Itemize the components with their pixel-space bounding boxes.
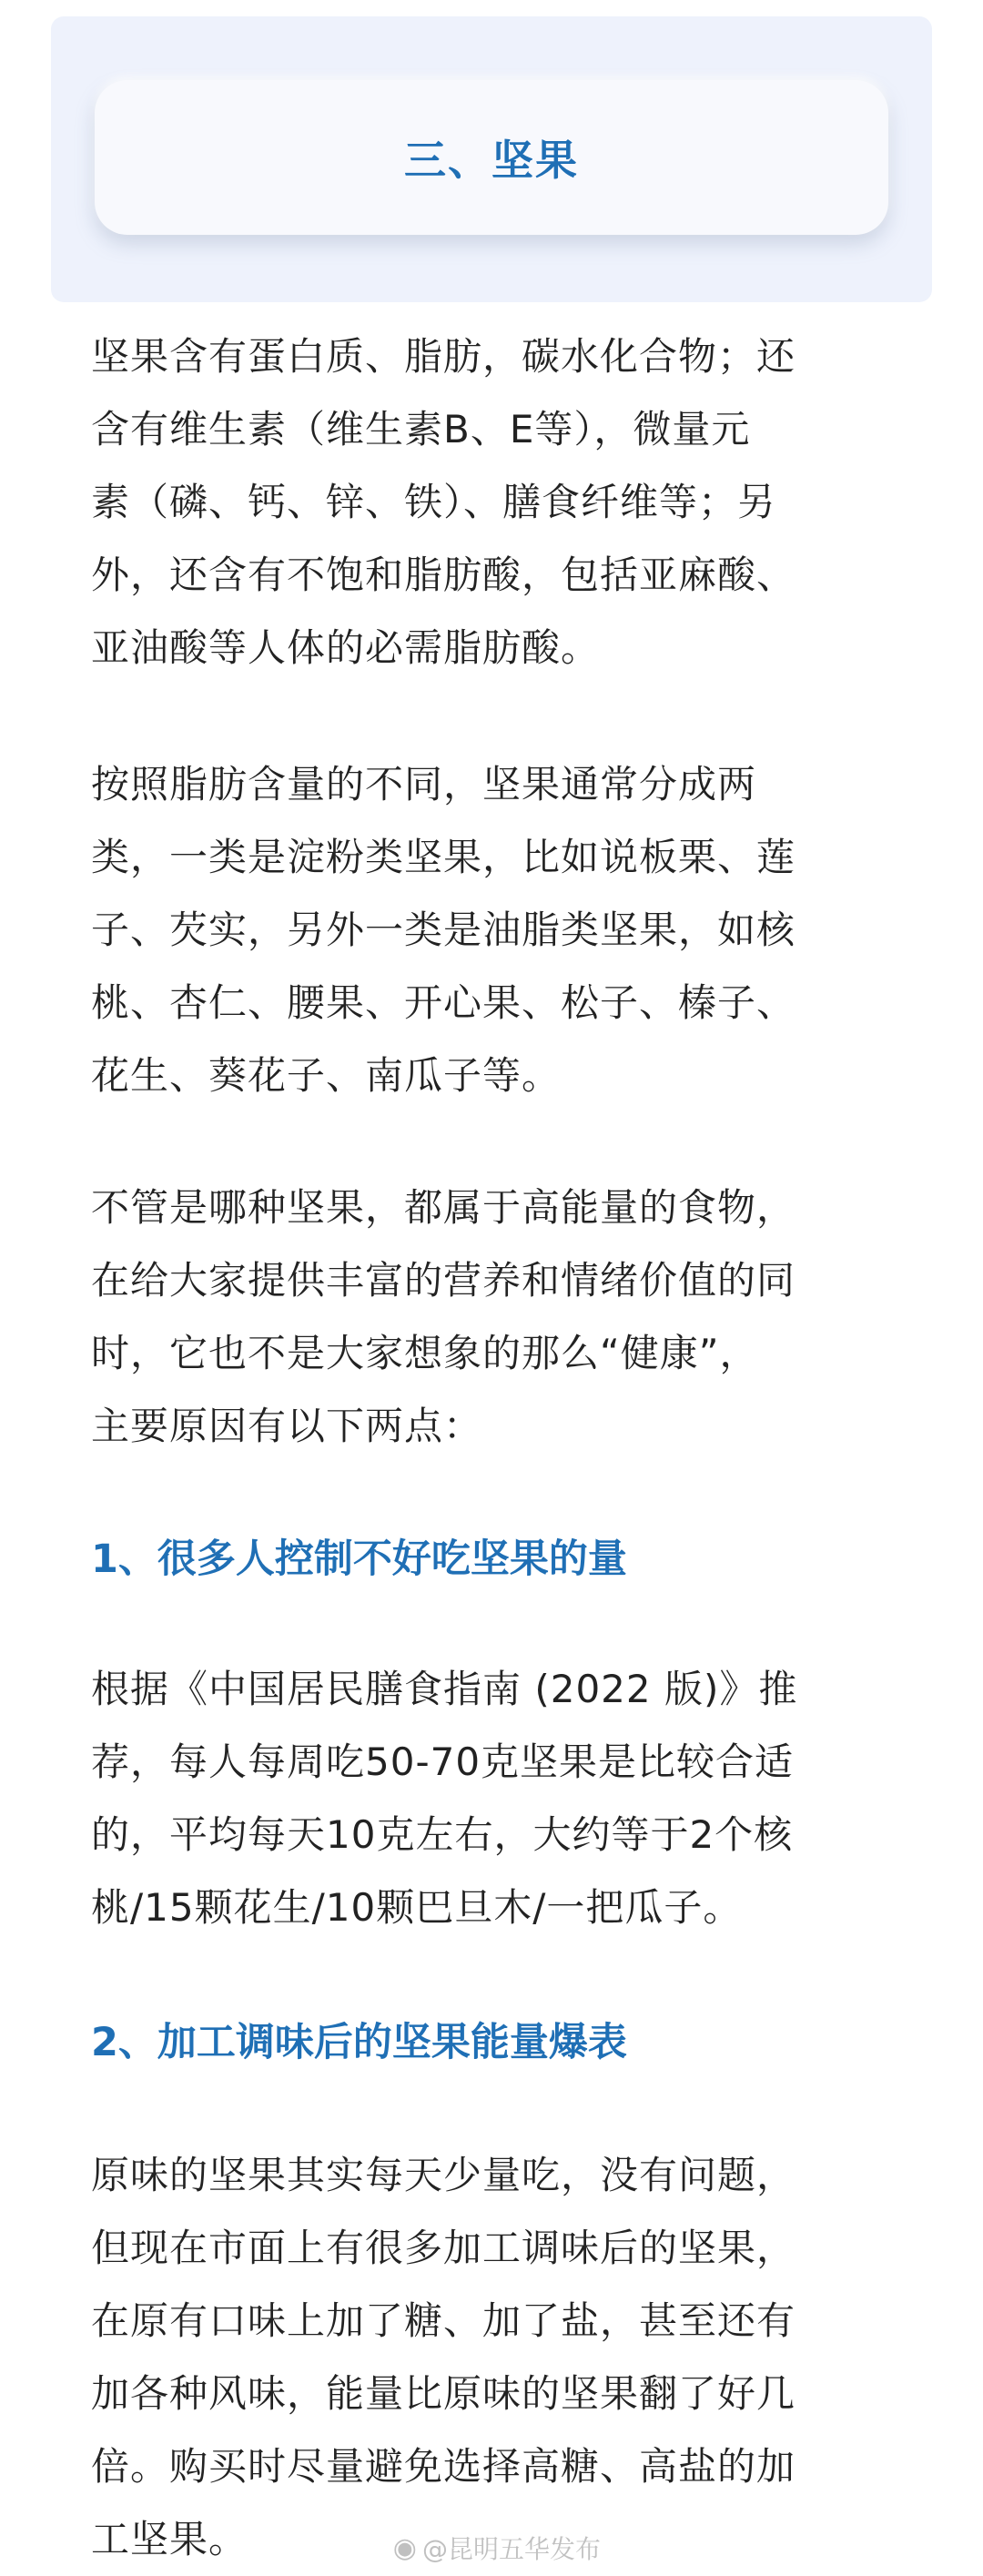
paragraph-line: 花生、葵花子、南瓜子等。 [91, 1053, 562, 1098]
paragraph-line: 按照脂肪含量的不同，坚果通常分成两 [91, 762, 757, 806]
paragraph-high-energy [91, 1171, 901, 1463]
paragraph-line: 加各种风味，能量比原味的坚果翻了好几 [91, 2371, 796, 2416]
paragraph-line: 含有维生素（维生素B、E等），微量元 [91, 407, 751, 451]
paragraph-line: 不管是哪种坚果，都属于高能量的食物， [91, 1185, 796, 1230]
watermark-text: @昆明五华发布 [421, 2534, 601, 2564]
weibo-icon: ◉ [392, 2531, 417, 2564]
paragraph-processed [91, 2139, 901, 2576]
subheading-processed-nuts: 2、加工调味后的坚果能量爆表 [91, 2020, 627, 2065]
paragraph-line: 主要原因有以下两点： [91, 1404, 483, 1448]
paragraph-nut-types [91, 748, 901, 1112]
paragraph-line: 荐，每人每周吃50-70克坚果是比较合适 [91, 1739, 795, 1784]
paragraph-line: 原味的坚果其实每天少量吃，没有问题， [91, 2153, 796, 2197]
paragraph-line: 坚果含有蛋白质、脂肪，碳水化合物；还 [91, 334, 796, 379]
paragraph-line: 的，平均每天10克左右，大约等于2个核 [91, 1812, 794, 1857]
paragraph-line: 亚油酸等人体的必需脂肪酸。 [91, 625, 601, 670]
paragraph-nutrients [91, 320, 901, 685]
paragraph-line: 外，还含有不饱和脂肪酸，包括亚麻酸、 [91, 553, 796, 597]
paragraph-line: 根据《中国居民膳食指南 (2022 版)》推 [91, 1667, 798, 1711]
paragraph-line: 倍。购买时尽量避免选择高糖、高盐的加 [91, 2444, 796, 2489]
section-title: 三、坚果 [404, 136, 579, 185]
section-title-bar [95, 80, 888, 235]
watermark [393, 2530, 601, 2566]
paragraph-line: 时，它也不是大家想象的那么“健康”， [91, 1331, 759, 1375]
paragraph-line: 类，一类是淀粉类坚果，比如说板栗、莲 [91, 835, 796, 879]
paragraph-line: 素（磷、钙、锌、铁）、膳食纤维等；另 [91, 480, 777, 524]
section-header-card [51, 16, 932, 302]
paragraph-line: 工坚果。 [91, 2517, 248, 2561]
paragraph-line: 但现在市面上有很多加工调味后的坚果， [91, 2226, 796, 2270]
paragraph-line: 子、芡实，另外一类是油脂类坚果，如核 [91, 908, 796, 952]
paragraph-line: 桃、杏仁、腰果、开心果、松子、榛子、 [91, 980, 796, 1025]
paragraph-line: 在原有口味上加了糖、加了盐，甚至还有 [91, 2298, 796, 2343]
subheading-portion-control: 1、很多人控制不好吃坚果的量 [91, 1536, 627, 1582]
paragraph-line: 桃/15颗花生/10颗巴旦木/一把瓜子。 [91, 1885, 743, 1930]
paragraph-guideline [91, 1653, 901, 1944]
paragraph-line: 在给大家提供丰富的营养和情绪价值的同 [91, 1258, 796, 1303]
